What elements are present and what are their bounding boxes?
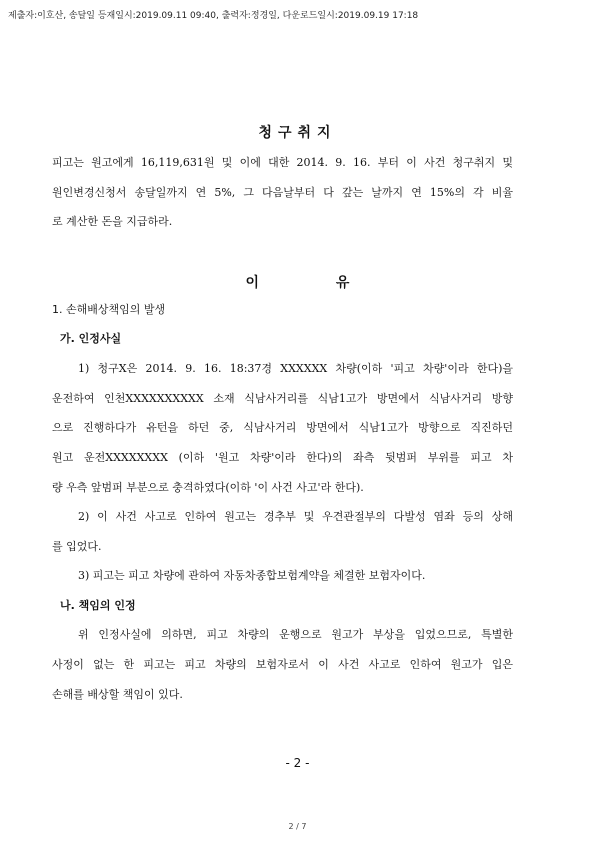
submission-meta: 제출자:이호산, 송달일 등재일시:2019.09.11 09:40, 출력자:정경일, 다운로드일시:2019.09.19 17:18	[8, 11, 419, 21]
page-number: - 2 -	[285, 756, 310, 770]
subheading-ga: 가. 인정사실	[60, 332, 122, 345]
fact1-line-3: 으로 진행하다가 유턴을 하던 중, 식남사거리 방면에서 식남1고가 방향으로 직진하던	[52, 421, 513, 434]
fact1-line-4: 원고 운전XXXXXXXX (이하 '원고 차량'이라 한다)의 좌측 뒷범퍼 부위를 피고 차	[52, 451, 513, 464]
liability-line-1: 위 인정사실에 의하면, 피고 차량의 운행으로 원고가 부상을 입었으므로, 특별한	[78, 628, 513, 641]
fact2-line-1: 2) 이 사건 사고로 인하여 원고는 경추부 및 우견관절부의 다발성 염좌 등의 상해	[78, 510, 513, 523]
subheading-na: 나. 책임의 인정	[60, 599, 136, 612]
fact1-line-2: 운전하여 인천XXXXXXXXXX 소재 식남사거리를 식남1고가 방면에서 식남사거리 방향	[52, 392, 513, 405]
fact2-line-2: 를 입었다.	[52, 540, 102, 553]
claim-line-1: 피고는 원고에게 16,119,631원 및 이에 대한 2014. 9. 16. 부터 이 사건 청구취지 및	[52, 156, 513, 169]
claim-title: 청구취지	[258, 125, 337, 141]
reason-title: 이 유	[245, 275, 386, 291]
liability-line-2: 사정이 없는 한 피고는 피고 차량의 보험자로서 이 사건 사고로 인하여 원고가 입은	[52, 658, 513, 671]
fact1-line-5: 량 우측 앞범퍼 부분으로 충격하였다(이하 '이 사건 사고'라 한다).	[52, 481, 364, 494]
section-heading-1: 1. 손해배상책임의 발생	[52, 303, 166, 316]
liability-line-3: 손해를 배상할 책임이 있다.	[52, 688, 183, 701]
fact1-line-1: 1) 청구X은 2014. 9. 16. 18:37경 XXXXXX 차량(이하 '피고 차량'이라 한다)을	[78, 362, 513, 375]
claim-line-2: 원인변경신청서 송달일까지 연 5%, 그 다음날부터 다 갚는 날까지 연 15%의 각 비율	[52, 186, 513, 199]
claim-line-3: 로 계산한 돈을 지급하라.	[52, 215, 173, 228]
page-footer: 2 / 7	[288, 822, 307, 831]
fact3-line: 3) 피고는 피고 차량에 관하여 자동차종합보험계약을 체결한 보험자이다.	[78, 569, 426, 582]
